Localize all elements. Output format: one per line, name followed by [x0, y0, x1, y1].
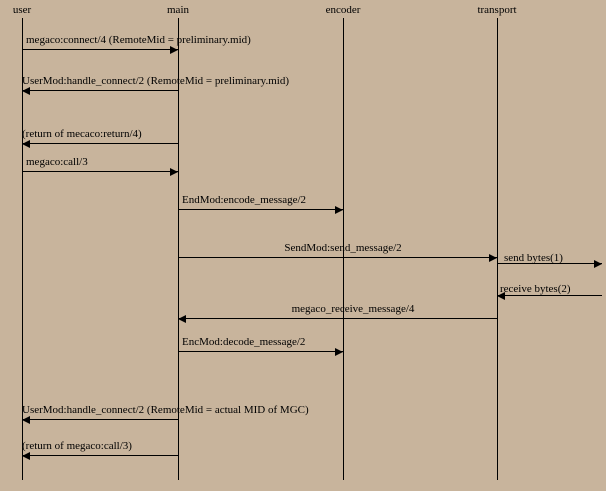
message-line-megaco-connect — [22, 49, 178, 50]
message-arrowhead-endmod-encode-message — [335, 206, 343, 214]
message-line-endmod-encode-message — [178, 209, 343, 210]
message-line-usermod-handle-connect-2 — [22, 419, 178, 420]
message-line-receive-bytes — [497, 295, 602, 296]
message-label-usermod-handle-connect-2: UserMod:handle_connect/2 (RemoteMid = actual MID of MGC) — [22, 404, 309, 416]
lifeline-label-encoder: encoder — [325, 4, 361, 16]
lifeline-label-transport: transport — [477, 4, 517, 16]
message-line-return-of-megaco-call — [22, 455, 178, 456]
message-label-megaco-call: megaco:call/3 — [26, 156, 88, 168]
message-arrowhead-encmod-decode-message — [335, 348, 343, 356]
message-label-megaco-connect: megaco:connect/4 (RemoteMid = preliminary.mid) — [26, 34, 251, 46]
message-arrowhead-megaco-call — [170, 168, 178, 176]
message-line-megaco-call — [22, 171, 178, 172]
message-arrowhead-send-bytes — [594, 260, 602, 268]
message-label-encmod-decode-message: EncMod:decode_message/2 — [182, 336, 306, 348]
message-label-send-bytes: send bytes(1) — [504, 252, 563, 264]
message-arrowhead-sendmod-send-message — [489, 254, 497, 262]
message-label-return-of-megaco-return: (return of mecaco:return/4) — [22, 128, 142, 140]
message-line-return-of-megaco-return — [22, 143, 178, 144]
message-label-megaco-receive-message: megaco_receive_message/4 — [291, 303, 415, 315]
message-line-usermod-handle-connect-1 — [22, 90, 178, 91]
lifeline-transport — [497, 18, 498, 480]
message-label-endmod-encode-message: EndMod:encode_message/2 — [182, 194, 307, 206]
message-arrowhead-megaco-receive-message — [178, 315, 186, 323]
message-label-sendmod-send-message: SendMod:send_message/2 — [284, 242, 402, 254]
lifeline-label-user: user — [12, 4, 32, 16]
message-arrowhead-usermod-handle-connect-2 — [22, 416, 30, 424]
message-arrowhead-return-of-megaco-call — [22, 452, 30, 460]
message-arrowhead-usermod-handle-connect-1 — [22, 87, 30, 95]
message-label-receive-bytes: receive bytes(2) — [500, 283, 571, 295]
message-label-usermod-handle-connect-1: UserMod:handle_connect/2 (RemoteMid = preliminary.mid) — [22, 75, 289, 87]
message-line-encmod-decode-message — [178, 351, 343, 352]
message-line-megaco-receive-message — [178, 318, 497, 319]
message-arrowhead-megaco-connect — [170, 46, 178, 54]
message-arrowhead-return-of-megaco-return — [22, 140, 30, 148]
message-line-sendmod-send-message — [178, 257, 497, 258]
lifeline-label-main: main — [167, 4, 189, 16]
message-label-return-of-megaco-call: (return of megaco:call/3) — [22, 440, 132, 452]
